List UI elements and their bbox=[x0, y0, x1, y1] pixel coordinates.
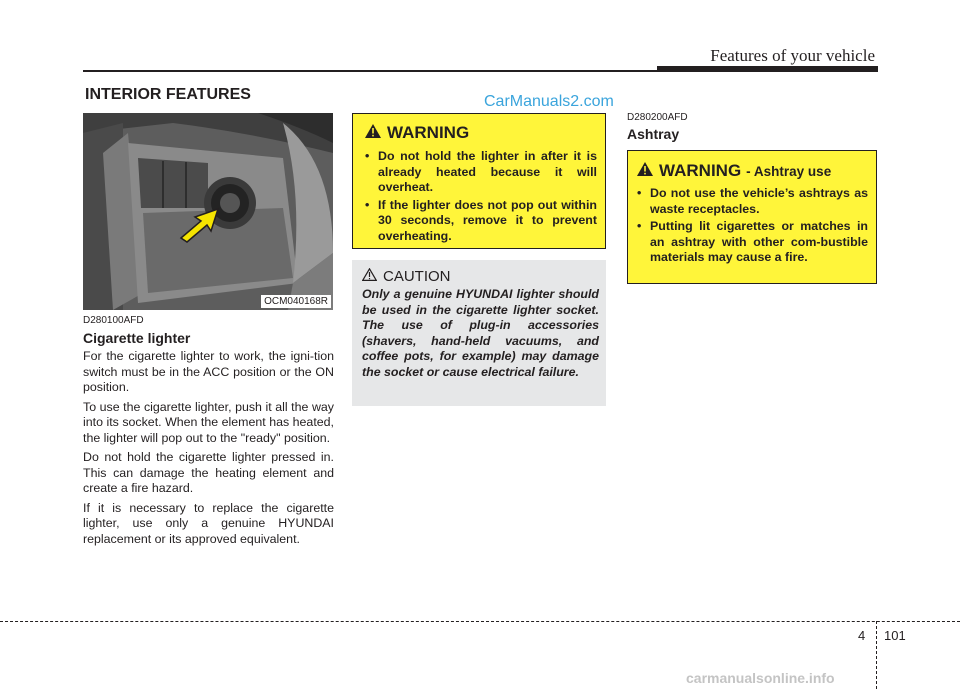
ashtray-section-code: D280200AFD bbox=[627, 112, 688, 123]
page-header-title: Features of your vehicle bbox=[710, 46, 875, 65]
warning-title: WARNING bbox=[659, 161, 742, 180]
warning-list bbox=[365, 149, 597, 244]
warning-list bbox=[637, 186, 868, 266]
footer-divider bbox=[876, 621, 877, 689]
lighter-body-text bbox=[83, 349, 334, 551]
warning-item: • Do not hold the lighter in after it is already heated because it will overheat. bbox=[365, 149, 597, 196]
caution-triangle-icon bbox=[362, 268, 377, 285]
warning-item: • Do not use the vehicle’s ashtrays as waste receptacles. bbox=[637, 186, 868, 217]
ashtray-warning-box bbox=[627, 150, 877, 284]
lighter-warning-box bbox=[352, 113, 606, 249]
header-rule-bar bbox=[657, 66, 878, 72]
lighter-socket-illustration bbox=[83, 113, 333, 310]
lighter-paragraph: For the cigarette lighter to work, the igni-tion switch must be in the ACC position or the ON position. bbox=[83, 349, 334, 394]
lighter-paragraph: If it is necessary to replace the cigarette lighter, use only a genuine HYUNDAI replacement or its approved equivalent. bbox=[83, 500, 334, 546]
watermark-link[interactable]: CarManuals2.com bbox=[484, 93, 614, 110]
lighter-section-code: D280100AFD bbox=[83, 315, 144, 326]
warning-triangle-icon bbox=[637, 161, 653, 181]
photo-caption: OCM040168R bbox=[261, 295, 331, 308]
warning-subtitle: - Ashtray use bbox=[746, 163, 832, 179]
caution-box bbox=[352, 260, 606, 406]
lighter-paragraph: Do not hold the cigarette lighter pressed in. This can damage the heating element and create a fire hazard. bbox=[83, 450, 334, 495]
cigarette-lighter-photo bbox=[83, 113, 333, 310]
lighter-paragraph: To use the cigarette lighter, push it all the way into its socket. When the element has heated, the lighter will pop out to the "ready" position. bbox=[83, 399, 334, 445]
warning-item: • Putting lit cigarettes or matches in an ashtray with other com-bustible materials may cause a fire. bbox=[637, 219, 868, 266]
section-heading: INTERIOR FEATURES bbox=[85, 86, 251, 103]
ashtray-section-title: Ashtray bbox=[627, 126, 680, 142]
page-number: 101 bbox=[884, 628, 906, 643]
chapter-number: 4 bbox=[858, 628, 866, 643]
caution-text: Only a genuine HYUNDAI lighter should be used in the cigarette lighter socket. The use of plug-in accessories (shavers, hand-held vacuums, and coffee pots, for example) may damage the socket or cause electrical failure. bbox=[362, 287, 599, 379]
lighter-section-title: Cigarette lighter bbox=[83, 330, 191, 346]
watermark-footer[interactable]: carmanualsonline.info bbox=[686, 670, 835, 686]
warning-triangle-icon bbox=[365, 123, 381, 143]
caution-title: CAUTION bbox=[383, 268, 451, 285]
footer-rule bbox=[0, 621, 960, 622]
warning-title: WARNING bbox=[387, 123, 470, 142]
warning-item: • If the lighter does not pop out within 30 seconds, remove it to prevent overheating. bbox=[365, 198, 597, 245]
